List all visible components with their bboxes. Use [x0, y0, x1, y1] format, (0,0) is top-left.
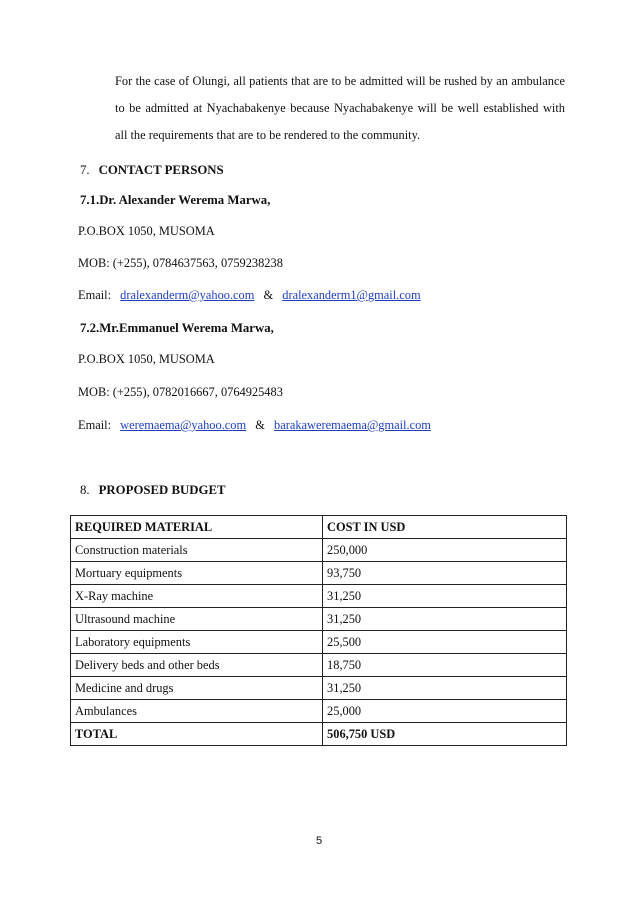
material-cell: Delivery beds and other beds [71, 654, 323, 677]
cost-cell: 18,750 [323, 654, 567, 677]
table-row [71, 608, 567, 631]
email-link-1[interactable]: weremaema@yahoo.com [120, 418, 247, 432]
email-link-1[interactable]: dralexanderm@yahoo.com [120, 288, 255, 302]
contacts-section-title: CONTACT PERSONS [98, 163, 224, 177]
intro-paragraph: For the case of Olungi, all patients that are to be admitted will be rushed by an ambulance to be admitted at Nyachabakenye because Nyachabakenye will be well established with all the requirements that are to be rendered to the community. [115, 74, 565, 142]
cost-cell: 31,250 [323, 608, 567, 631]
table-row [71, 539, 567, 562]
material-cell: Construction materials [71, 539, 323, 562]
table-row [71, 585, 567, 608]
total-label: TOTAL [71, 723, 323, 746]
material-cell: Mortuary equipments [71, 562, 323, 585]
contact-person-1-email-line [78, 288, 421, 303]
contacts-section-number: 7. [80, 163, 90, 177]
email-label: Email: [78, 288, 112, 302]
cost-cell: 25,000 [323, 700, 567, 723]
material-cell: Laboratory equipments [71, 631, 323, 654]
cost-cell: 250,000 [323, 539, 567, 562]
budget-section-number: 8. [80, 483, 90, 497]
column-header-cost: COST IN USD [323, 516, 567, 539]
budget-total-row [71, 723, 567, 746]
budget-section-title: PROPOSED BUDGET [98, 483, 226, 497]
budget-table-header [71, 516, 567, 539]
contact-person-1-heading: 7.1.Dr. Alexander Werema Marwa, [80, 193, 271, 207]
contacts-heading [80, 163, 224, 178]
email-label: Email: [78, 418, 112, 432]
table-row [71, 654, 567, 677]
email-separator: & [255, 418, 265, 432]
contact-person-1-address: P.O.BOX 1050, MUSOMA [78, 224, 215, 238]
cost-cell: 93,750 [323, 562, 567, 585]
contact-person-2-address: P.O.BOX 1050, MUSOMA [78, 352, 215, 366]
cost-cell: 25,500 [323, 631, 567, 654]
contact-person-2-email-line [78, 418, 431, 433]
email-separator: & [263, 288, 274, 302]
contact-person-1-mobile: MOB: (+255), 0784637563, 0759238238 [78, 256, 283, 270]
email-link-2[interactable]: barakaweremaema@gmail.com [274, 418, 431, 432]
material-cell: Medicine and drugs [71, 677, 323, 700]
material-cell: Ultrasound machine [71, 608, 323, 631]
table-row [71, 700, 567, 723]
material-cell: Ambulances [71, 700, 323, 723]
cost-cell: 31,250 [323, 585, 567, 608]
page-number: 5 [315, 835, 323, 847]
cost-cell: 31,250 [323, 677, 567, 700]
table-row [71, 631, 567, 654]
budget-table [70, 515, 567, 746]
email-link-2[interactable]: dralexanderm1@gmail.com [282, 288, 421, 302]
contact-person-2-mobile: MOB: (+255), 0782016667, 0764925483 [78, 385, 283, 399]
table-row [71, 677, 567, 700]
contact-person-2-heading: 7.2.Mr.Emmanuel Werema Marwa, [80, 321, 274, 335]
column-header-material: REQUIRED MATERIAL [71, 516, 323, 539]
table-row [71, 562, 567, 585]
budget-heading [80, 483, 226, 498]
total-value: 506,750 USD [323, 723, 567, 746]
material-cell: X-Ray machine [71, 585, 323, 608]
